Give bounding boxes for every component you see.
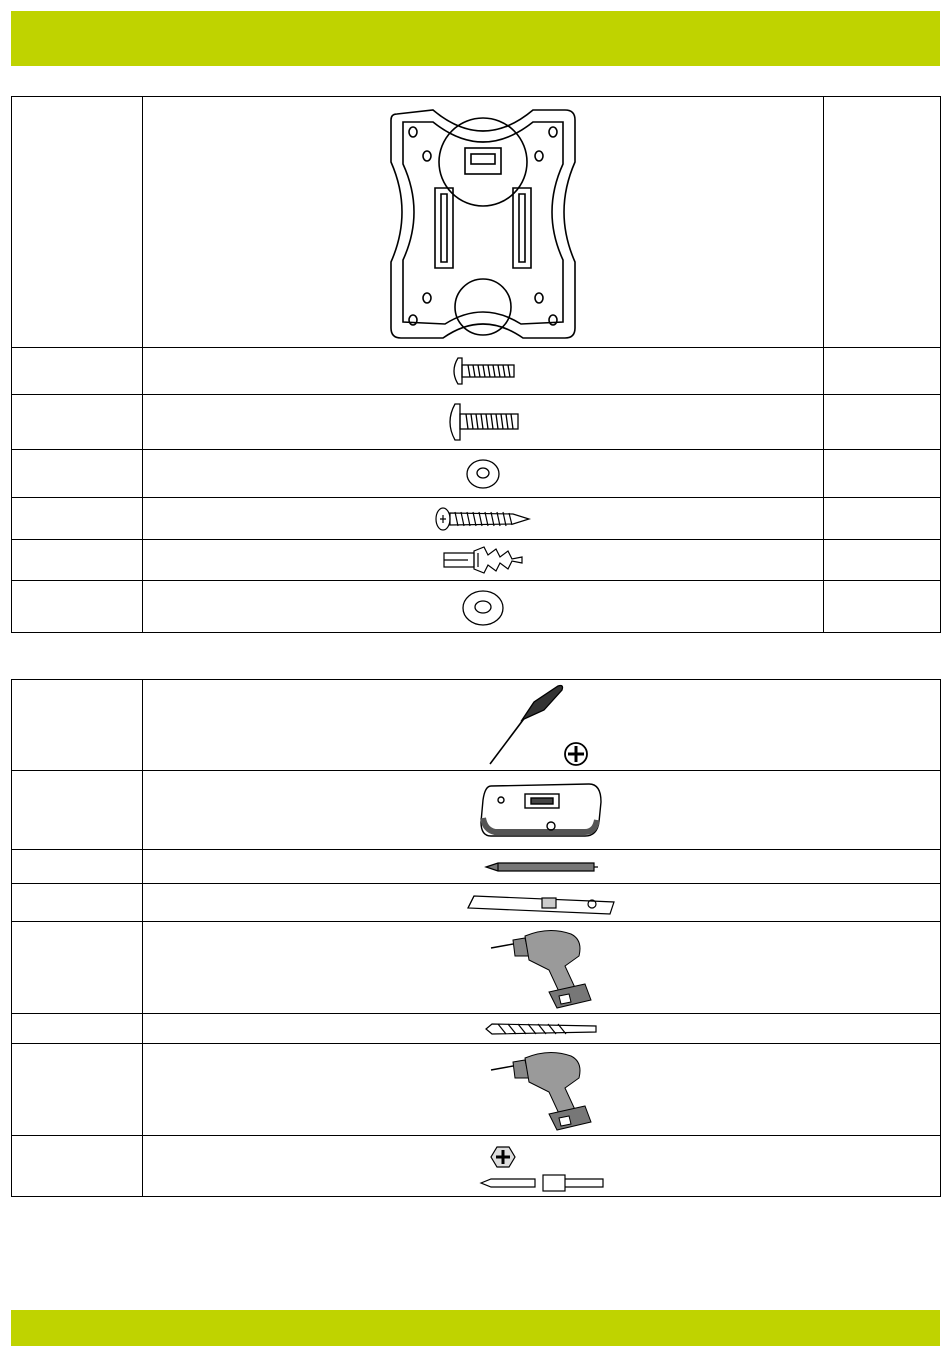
- table-row: [12, 922, 940, 1014]
- table-row: [12, 97, 940, 348]
- large-washer-icon: [143, 581, 823, 634]
- masonry-drill-bit-icon: [143, 1014, 940, 1043]
- phillips-screwdriver-icon: [143, 680, 940, 770]
- pencil-icon: [143, 850, 940, 883]
- tools-table: [11, 679, 941, 1197]
- table-row: [12, 884, 940, 922]
- spirit-level-icon: [143, 884, 940, 921]
- table-row: [12, 680, 940, 771]
- stud-finder-icon: [143, 771, 940, 849]
- table-row: [12, 850, 940, 884]
- short-bolt-icon: [143, 348, 823, 394]
- long-bolt-icon: [143, 395, 823, 449]
- driver-bit-socket-icon: [143, 1136, 940, 1198]
- drill-with-bit-icon: [143, 922, 940, 1013]
- table-row: [12, 395, 940, 450]
- header-band: [11, 11, 940, 66]
- wood-screw-icon: [143, 498, 823, 539]
- table-row: [12, 1044, 940, 1136]
- table-row: [12, 1136, 940, 1198]
- table-row: [12, 1014, 940, 1044]
- drill-with-driver-icon: [143, 1044, 940, 1135]
- table-row: [12, 450, 940, 498]
- table-row: [12, 540, 940, 581]
- parts-table: [11, 96, 941, 633]
- small-washer-icon: [143, 450, 823, 497]
- wall-plug-icon: [143, 540, 823, 580]
- table-row: [12, 581, 940, 634]
- table-row: [12, 498, 940, 540]
- footer-band: [11, 1310, 940, 1346]
- wall-plate-bracket-icon: [143, 97, 823, 347]
- table-row: [12, 348, 940, 395]
- table-row: [12, 771, 940, 850]
